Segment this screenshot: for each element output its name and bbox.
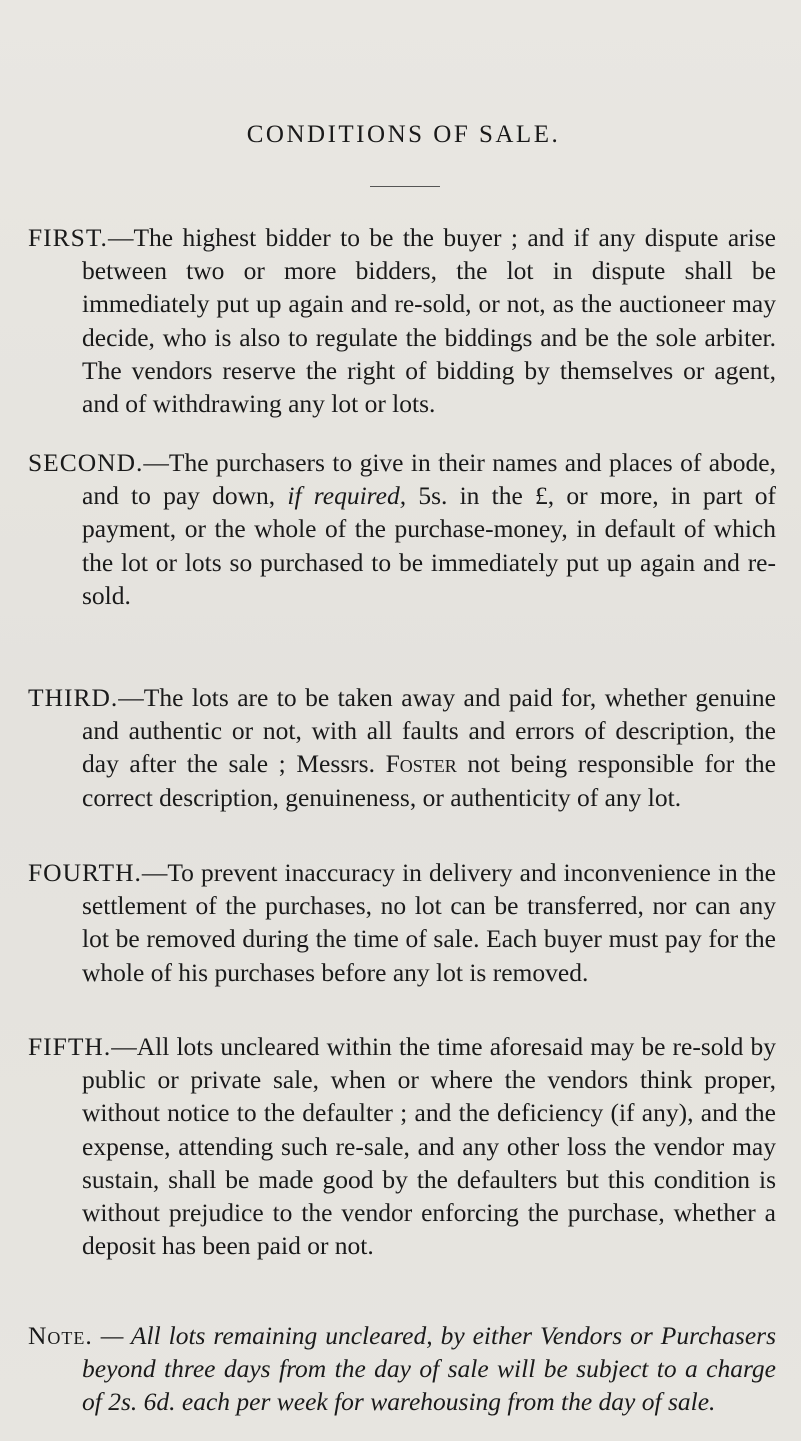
clause-text: —To prevent inaccuracy in delivery and inconvenience in the settlement of the purchases, no lot can be transferred, nor can any lot be removed during the time of sale. Each buyer must pay for the whole of his purchases before any lot is removed. [82, 858, 776, 987]
clause-fourth [0, 856, 801, 989]
clause-text: —The lots are to be taken away and paid for, whether genuine and authentic or not, with all faults and errors of description, the day after the sale ; Messrs. [82, 683, 776, 779]
note [0, 1319, 801, 1419]
clause-heading: THIRD. [28, 683, 119, 712]
title-divider [370, 186, 440, 187]
clause-heading: FOURTH. [28, 858, 142, 887]
clause-first [0, 221, 801, 420]
note-text: — All lots remaining uncleared, by either Vendors or Purchasers beyond three days from the day of sale will be subject to a charge of 2s. 6d. each per week for warehousing from the day of sale. [82, 1321, 776, 1417]
clause-third [0, 681, 801, 814]
clause-text: not being responsible for the correct description, genuineness, or authenticity of any lot. [82, 749, 776, 812]
firm-name: Foster [385, 749, 457, 779]
clause-emphasis: if required, [287, 481, 407, 511]
clause-text: —The highest bidder to be the buyer ; and if any dispute arise between two or more bidders, the lot in dispute shall be immediately put up again and re-sold, or not, as the auctioneer may decide, who is also to regulate the biddings and be the sole arbiter. The vendors reserve the right of bidding by themselves or agent, and of withdrawing any lot or lots. [82, 223, 776, 419]
page-title: CONDITIONS OF SALE. [246, 121, 561, 148]
clause-second [0, 446, 801, 612]
clause-text: 5s. in the £, or more, in part of payment, or the whole of the purchase-money, in default of which the lot or lots so purchased to be immediately put up again and re-sold. [82, 481, 776, 610]
clause-text: —The purchasers to give in their names and places of abode, and to pay down, [82, 448, 776, 511]
clause-heading: SECOND. [28, 448, 144, 477]
clause-text: —All lots uncleared within the time aforesaid may be re-sold by public or private sale, when or where the vendors think proper, without notice to the defaulter ; and the deficiency (if any), and the expense, attending such re-sale, and any other loss the vendor may sustain, shall be made good by the defaulters but this condition is without prejudice to the vendor enforcing the purchase, whether a deposit has been paid or not. [82, 1032, 776, 1261]
clause-heading: FIRST. [28, 223, 108, 252]
clause-fifth [0, 1030, 801, 1262]
clause-heading: FIFTH. [28, 1032, 112, 1061]
note-heading: Note. [28, 1321, 93, 1350]
